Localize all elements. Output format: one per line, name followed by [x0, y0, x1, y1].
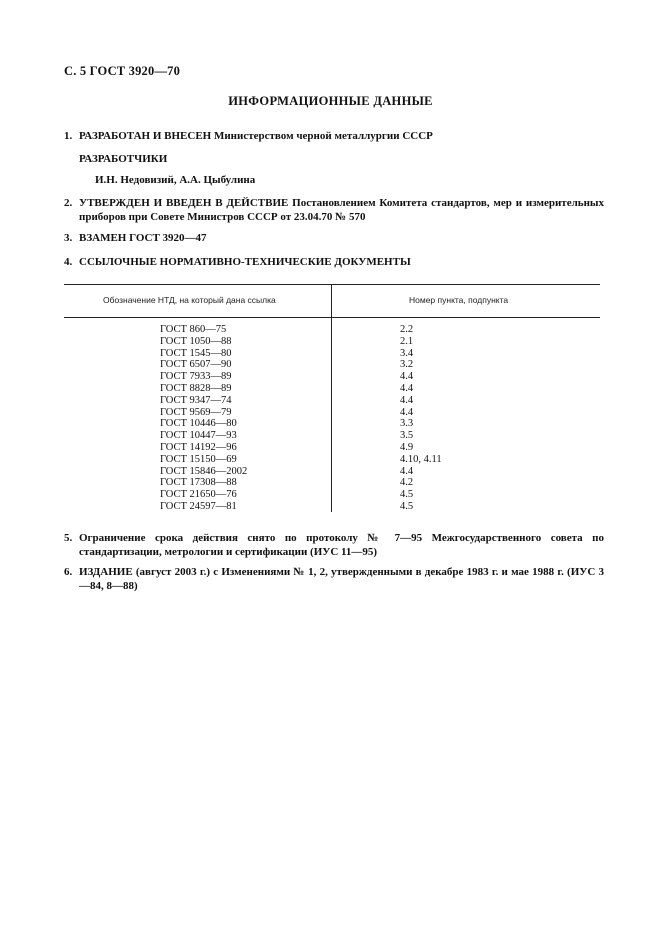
table-cell-clause: 3.2 — [400, 359, 414, 371]
item-number: 6. — [64, 566, 73, 578]
item-text: Ограничение срока действия снято по протоколу № 7—95 Межгосударственного совета по стандартизации, метрологии и сертификации (ИУС 11—95) — [79, 532, 604, 558]
table-cell-clause: 3.5 — [400, 430, 414, 442]
table-column-documents — [160, 324, 247, 513]
developers-names: И.Н. Недовизий, А.А. Цыбулина — [95, 174, 256, 186]
table-header-rule — [64, 317, 600, 318]
info-item-3 — [64, 231, 604, 245]
table-cell-clause: 4.4 — [400, 382, 414, 394]
table-cell-document: ГОСТ 9347—74 — [160, 394, 232, 406]
table-cell-clause: 4.2 — [400, 477, 414, 489]
table-cell-clause: 4.4 — [400, 394, 414, 406]
info-item-5 — [64, 531, 604, 559]
info-item-1 — [64, 129, 604, 143]
table-cell-document: ГОСТ 7933—89 — [160, 371, 232, 383]
page-title: ИНФОРМАЦИОННЫЕ ДАННЫЕ — [228, 94, 433, 108]
table-top-rule — [64, 284, 600, 285]
item-number: 2. — [64, 197, 73, 209]
table-cell-clause: 2.2 — [400, 324, 414, 335]
table-cell-clause: 4.10, 4.11 — [400, 453, 442, 465]
table-column-divider — [331, 284, 332, 512]
table-cell-document: ГОСТ 10447—93 — [160, 430, 237, 442]
item-text: ИЗДАНИЕ (август 2003 г.) с Изменениями № 1, 2, утвержденными в декабре 1983 г. и мае 1988 г. (ИУС 3—84, 8—88) — [79, 566, 604, 592]
info-item-6 — [64, 565, 604, 593]
table-cell-document: ГОСТ 6507—90 — [160, 359, 232, 371]
table-cell-clause: 4.4 — [400, 406, 414, 418]
info-item-2 — [64, 196, 604, 224]
table-cell-clause: 4.4 — [400, 371, 414, 383]
table-cell-document: ГОСТ 9569—79 — [160, 406, 232, 418]
table-cell-document: ГОСТ 1050—88 — [160, 335, 232, 347]
table-cell-clause: 4.5 — [400, 500, 414, 512]
table-cell-clause: 2.1 — [400, 335, 414, 347]
table-cell-clause: 3.4 — [400, 347, 414, 359]
table-cell-document: ГОСТ 21650—76 — [160, 489, 237, 501]
item-text: УТВЕРЖДЕН И ВВЕДЕН В ДЕЙСТВИЕ Постановлением Комитета стандартов, мер и измерительных приборов при Совете Министров СССР от 23.04.70 № 570 — [79, 197, 604, 223]
item-text: ССЫЛОЧНЫЕ НОРМАТИВНО-ТЕХНИЧЕСКИЕ ДОКУМЕНТЫ — [79, 256, 411, 268]
table-cell-clause: 3.3 — [400, 418, 414, 430]
table-cell-document: ГОСТ 24597—81 — [160, 500, 237, 512]
references-table — [64, 284, 600, 512]
table-header-document: Обозначение НТД, на который дана ссылка — [103, 295, 276, 305]
info-item-4 — [64, 255, 604, 269]
table-cell-document: ГОСТ 1545—80 — [160, 347, 232, 359]
table-cell-document: ГОСТ 860—75 — [160, 324, 227, 335]
table-cell-clause: 4.9 — [400, 441, 414, 453]
item-number: 1. — [64, 130, 73, 142]
table-cell-clause: 4.5 — [400, 489, 414, 501]
table-cell-document: ГОСТ 15846—2002 — [160, 465, 248, 477]
item-text: ВЗАМЕН ГОСТ 3920—47 — [79, 232, 207, 244]
table-cell-document: ГОСТ 10446—80 — [160, 418, 237, 430]
item-number: 3. — [64, 232, 73, 244]
item-number: 5. — [64, 532, 73, 544]
table-cell-document: ГОСТ 14192—96 — [160, 441, 237, 453]
table-cell-document: ГОСТ 15150—69 — [160, 453, 237, 465]
table-cell-document: ГОСТ 8828—89 — [160, 382, 232, 394]
item-number: 4. — [64, 256, 73, 268]
table-cell-clause: 4.4 — [400, 465, 414, 477]
table-column-clauses — [400, 324, 442, 513]
developers-label: РАЗРАБОТЧИКИ — [79, 153, 168, 165]
page-header: С. 5 ГОСТ 3920—70 — [64, 64, 181, 78]
table-cell-document: ГОСТ 17308—88 — [160, 477, 237, 489]
item-text: РАЗРАБОТАН И ВНЕСЕН Министерством черной металлургии СССР — [79, 130, 433, 142]
table-header-clause: Номер пункта, подпункта — [409, 295, 509, 305]
